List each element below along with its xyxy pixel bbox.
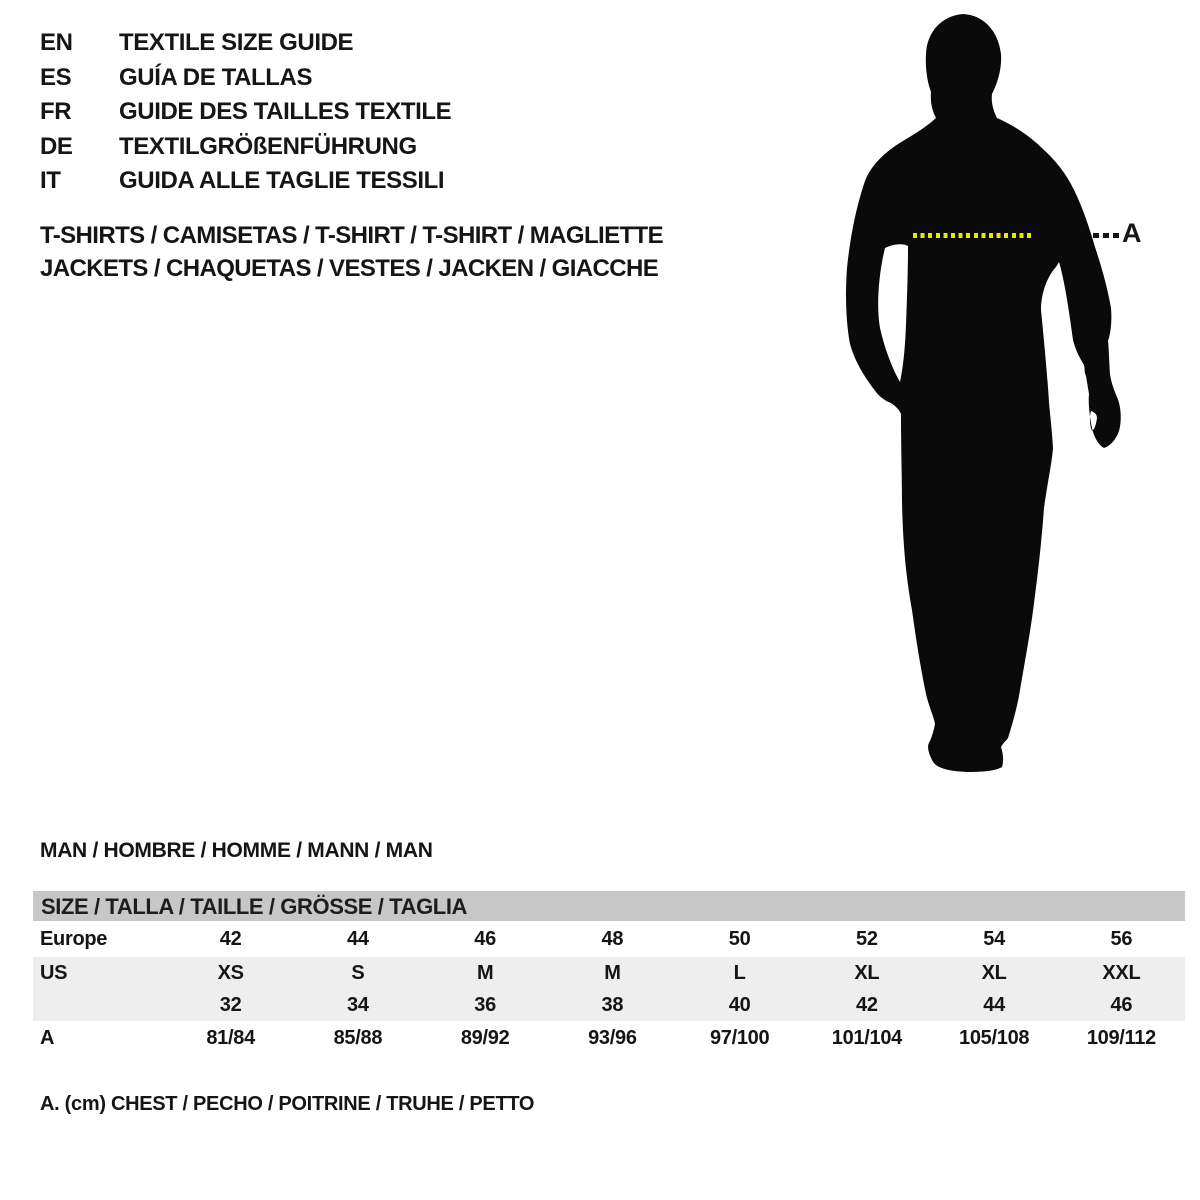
table-cell: 101/104 [831,1027,902,1049]
measure-label-a: A [1122,218,1142,248]
table-cell: 34 [347,993,369,1016]
row-label: Europe [40,927,108,950]
chest-measure-dotted-line [913,233,1032,238]
gender-section-label: MAN / HOMBRE / HOMME / MANN / MAN [40,839,433,862]
table-cell: XL [981,961,1007,984]
table-cell: L [733,961,746,984]
table-cell: 52 [856,927,878,950]
measurement-footnote: A. (cm) CHEST / PECHO / POITRINE / TRUHE / PETTO [40,1093,535,1115]
table-cell: XL [854,961,880,984]
table-cell: 36 [474,993,496,1016]
measure-callout-dashes [1093,233,1119,238]
language-title: GUIDA ALLE TAGLIE TESSILI [119,167,445,194]
table-cell: 40 [728,993,751,1016]
table-row-europe [33,921,1185,957]
table-cell: XXL [1102,961,1141,984]
table-cell: 42 [219,927,242,950]
language-code: IT [40,167,61,194]
language-title: GUÍA DE TALLAS [119,63,313,91]
table-cell: 85/88 [333,1027,383,1049]
table-cell: 46 [474,927,496,950]
table-cell: 93/96 [588,1027,637,1049]
table-cell: 56 [1110,927,1133,950]
language-title-list [40,26,451,199]
table-cell: 38 [601,993,624,1016]
language-title: GUIDE DES TAILLES TEXTILE [119,98,452,125]
man-silhouette [845,10,1125,775]
table-cell: M [604,961,621,984]
category-line-jackets: JACKETS / CHAQUETAS / VESTES / JACKEN / GIACCHE [40,254,659,282]
size-table [33,891,1185,1056]
language-code: ES [40,63,72,91]
category-line-tshirts: T-SHIRTS / CAMISETAS / T-SHIRT / T-SHIRT / MAGLIETTE [40,222,664,249]
table-cell: 54 [983,927,1005,950]
language-row-de [40,130,451,165]
table-row-chest-cm [33,1021,1185,1056]
table-cell: 89/92 [460,1027,510,1049]
table-cell: 97/100 [709,1027,770,1049]
table-cell: 44 [983,993,1005,1016]
language-code: DE [40,132,73,160]
language-row-it [40,164,451,199]
language-title: TEXTILE SIZE GUIDE [119,29,354,56]
table-cell: S [351,961,365,984]
language-code: FR [40,98,72,125]
language-code: EN [40,29,73,56]
table-row-us [33,957,1185,989]
table-row-numeric [33,989,1185,1021]
table-cell: M [476,961,494,984]
table-cell: 46 [1110,993,1133,1016]
table-cell: 105/108 [959,1027,1030,1049]
table-cell: 48 [601,927,624,950]
category-lines [40,220,663,285]
row-label: A [40,1027,55,1049]
table-cell: 109/112 [1086,1027,1156,1049]
table-cell: 81/84 [206,1027,255,1049]
table-cell: 50 [728,927,751,950]
size-table-header: SIZE / TALLA / TAILLE / GRÖSSE / TAGLIA [33,891,1185,921]
language-row-en [40,26,451,61]
table-cell: 32 [219,993,242,1016]
language-row-fr [40,95,451,130]
language-row-es [40,61,451,96]
language-title: TEXTILGRÖßENFÜHRUNG [119,132,417,160]
table-cell: 44 [347,927,369,950]
table-cell: XS [217,961,244,984]
table-cell: 42 [856,993,878,1016]
row-label: US [40,961,68,984]
